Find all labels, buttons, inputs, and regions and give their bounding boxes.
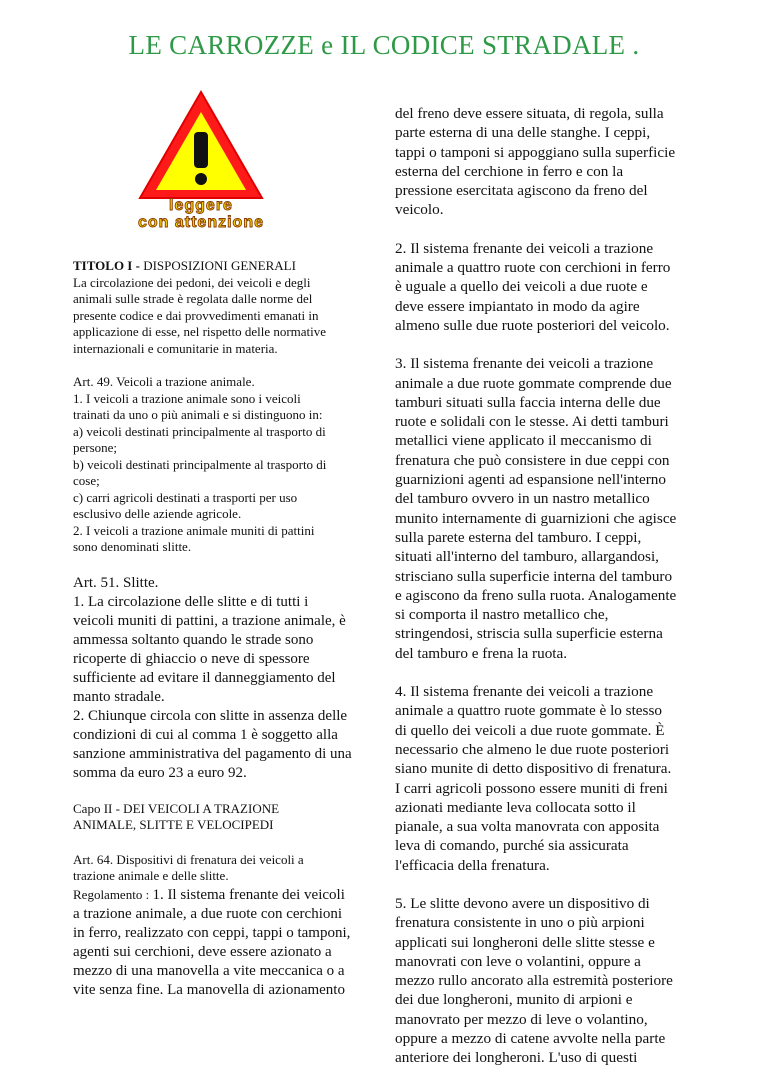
paragraph-3: 3. Il sistema frenante dei veicoli a trazione animale a due ruote gommate comprende due tamburi situati sulla faccia interna delle due ruote e solidali con le stesse. Ai detti tamburi metallici viene applicato il meccanismo di frenatura che può consistere in due ceppi con guarnizioni agenti ad espansione nell'interno del tamburo ovvero in un nastro metallico munito internamente di guarnizioni che agisce sulla parete esterna del tamburo. I ceppi, situati all'interno del tamburo, allargandosi, strisciano sulla superficie interna del tamburo e agiscono da freno sulla ruota. Analogamente si comporta il nastro metallico che, stringendosi, striscia sulla superficie esterna del tamburo e frena la ruota. — [395, 355, 677, 662]
art64-heading: Art. 64. Dispositivi di frenatura dei veicoli a trazione animale e delle slitte. — [73, 851, 304, 883]
art64-body: Regolamento : 1. Il sistema frenante dei veicoli a trazione animale, a due ruote con cerchioni in ferro, realizzato con ceppi, tappi o tamponi, agenti sui cerchioni, deve essere azionato a mezzo di una manovella a vite meccanica o a vite senza fine. La manovella di azionamento — [73, 886, 351, 998]
paragraph-4: 4. Il sistema frenante dei veicoli a trazione animale a quattro ruote gommate è lo stesso di quello dei veicoli a due ruote gommate. È necessario che almeno le due ruote posteriori siano munite di detto dispositivo di frenatura. I carri agricoli possono essere muniti di freni azionati mediante leva collocata sotto il pianale, a sua volta manovrata con apposita leva di comando, purché sia assicurata l'efficacia della frenatura. — [395, 683, 672, 874]
left-column — [73, 258, 373, 1000]
right-column — [395, 104, 700, 1068]
paragraph-1: del freno deve essere situata, di regola, sulla parte esterna di una delle stanghe. I ceppi, tappi o tamponi si appoggiano sulla superficie esterna del cerchione in ferro e con la pressione esercitata agiscono da freno del veicolo. — [395, 105, 676, 219]
warning-caption-line2: con attenzione — [137, 214, 265, 231]
art49-paragraph: Art. 49. Veicoli a trazione animale. 1. I veicoli a trazione animale sono i veicoli trainati da uno o più animali e si distinguono in: a) veicoli destinati principalmente al trasporto di persone; b) veicoli destinati principalmente al trasporto di cose; c) carri agricoli destinati a trasporti per uso esclusivo delle aziende agricole. 2. I veicoli a trazione animale muniti di pattini sono denominati slitte. — [73, 374, 327, 554]
capo2-heading: Capo II - DEI VEICOLI A TRAZIONE ANIMALE, SLITTE E VELOCIPEDI — [73, 800, 280, 832]
titolo-heading: TITOLO I - DISPOSIZIONI GENERALI — [73, 258, 296, 273]
art51-paragraph: Art. 51. Slitte. 1. La circolazione delle slitte e di tutti i veicoli muniti di pattini, a trazione animale, è ammessa soltanto quando le strade sono ricoperte di ghiaccio o neve di spessore sufficiente ad evitare il danneggiamento del manto stradale. 2. Chiunque circola con slitte in assenza delle condizioni di cui al comma 1 è soggetto alla sanzione amministrativa del pagamento di una somma da euro 23 a euro 92. — [73, 574, 352, 781]
page-title: LE CARROZZE e IL CODICE STRADALE . — [128, 30, 640, 60]
warning-caption-line1: leggere — [169, 197, 233, 214]
warning-triangle-icon — [128, 86, 274, 232]
intro-paragraph: La circolazione dei pedoni, dei veicoli e degli animali sulle strade è regolata dalle norme del presente codice e dai provvedimenti emanati in applicazione di esse, nel rispetto delle normative internazionali e comunitarie in materia. — [73, 274, 327, 356]
paragraph-5: 5. Le slitte devono avere un dispositivo di frenatura consistente in uno o più arpioni applicati sui longheroni delle slitte stesse e manovrati con leve o volantini, oppure a mezzo rullo ancorato alla estremità posteriore dei due longheroni, munito di arpioni e manovrato per mezzo di leve o volantino, oppure a mezzo di catene avvolte nella parte anteriore dei longheroni. L'uso di questi — [395, 894, 673, 1067]
paragraph-2: 2. Il sistema frenante dei veicoli a trazione animale a quattro ruote con cerchioni in ferro è uguale a quello dei veicoli a due ruote e deve essere impiantato in modo da agire almeno sulle due ruote posteriori del veicolo. — [395, 239, 671, 334]
